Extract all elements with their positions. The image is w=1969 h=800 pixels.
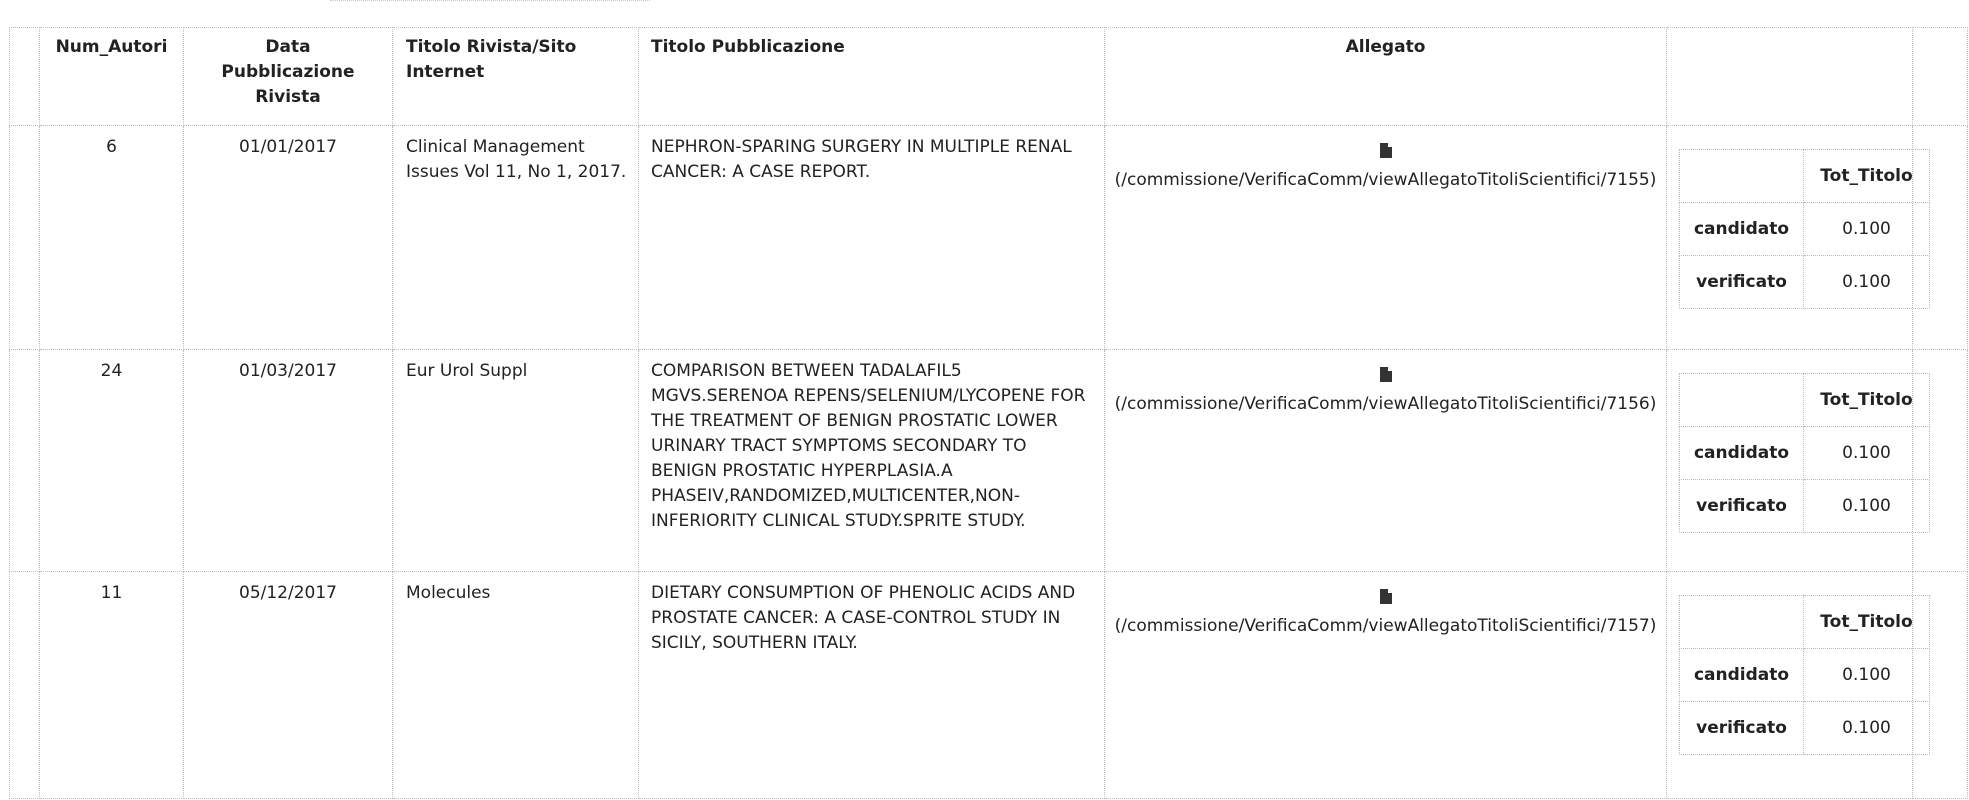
table-row (10, 350, 1968, 572)
file-icon[interactable] (1380, 589, 1392, 604)
score-table (1679, 595, 1930, 755)
allegato-cell (1105, 126, 1667, 350)
titolo-rivista-cell: Molecules (393, 572, 639, 799)
header-titolo-pubblicazione: Titolo Pubblicazione (639, 28, 1105, 126)
header-num-autori: Num_Autori (40, 28, 184, 126)
candidato-value: 0.100 (1804, 203, 1930, 256)
num-autori-cell: 6 (40, 126, 184, 350)
titolo-rivista-cell: Eur Urol Suppl (393, 350, 639, 572)
row-trailing (1913, 350, 1968, 572)
row-spacer (10, 572, 40, 799)
num-autori-cell: 24 (40, 350, 184, 572)
tot-titolo-header: Tot_Titolo (1804, 596, 1930, 649)
publications-table (9, 27, 1968, 799)
row-spacer (10, 126, 40, 350)
data-pubblicazione-cell: 01/03/2017 (184, 350, 393, 572)
allegato-link[interactable]: (/commissione/VerificaComm/viewAllegatoTitoliScientifici/7156) (1114, 394, 1657, 414)
candidato-value: 0.100 (1804, 427, 1930, 480)
header-titolo-rivista: Titolo Rivista/Sito Internet (393, 28, 639, 126)
num-autori-cell: 11 (40, 572, 184, 799)
table-row (10, 126, 1968, 350)
score-table (1679, 149, 1930, 309)
tot-titolo-header: Tot_Titolo (1804, 150, 1930, 203)
header-score (1667, 28, 1913, 126)
row-trailing (1913, 572, 1968, 799)
titolo-rivista-cell: Clinical Management Issues Vol 11, No 1, 2017. (393, 126, 639, 350)
score-corner (1680, 150, 1804, 203)
score-corner (1680, 374, 1804, 427)
row-spacer (10, 350, 40, 572)
score-corner (1680, 596, 1804, 649)
allegato-link[interactable]: (/commissione/VerificaComm/viewAllegatoTitoliScientifici/7155) (1114, 170, 1657, 190)
header-spacer (10, 28, 40, 126)
verificato-value: 0.100 (1804, 256, 1930, 309)
table-row (10, 572, 1968, 799)
verificato-value: 0.100 (1804, 480, 1930, 533)
data-pubblicazione-cell: 01/01/2017 (184, 126, 393, 350)
header-data-pubblicazione: Data Pubblicazione Rivista (184, 28, 393, 126)
data-pubblicazione-cell: 05/12/2017 (184, 572, 393, 799)
score-table (1679, 373, 1930, 533)
file-icon[interactable] (1380, 367, 1392, 382)
candidato-label: candidato (1680, 427, 1804, 480)
top-divider (330, 0, 650, 4)
tot-titolo-header: Tot_Titolo (1804, 374, 1930, 427)
header-row (10, 28, 1968, 126)
file-icon[interactable] (1380, 143, 1392, 158)
candidato-label: candidato (1680, 203, 1804, 256)
titolo-pubblicazione-cell: DIETARY CONSUMPTION OF PHENOLIC ACIDS AND PROSTATE CANCER: A CASE-CONTROL STUDY IN SICILY, SOUTHERN ITALY. (639, 572, 1105, 799)
verificato-label: verificato (1680, 702, 1804, 755)
candidato-label: candidato (1680, 649, 1804, 702)
verificato-value: 0.100 (1804, 702, 1930, 755)
allegato-cell (1105, 350, 1667, 572)
titolo-pubblicazione-cell: COMPARISON BETWEEN TADALAFIL5 MGVS.SERENOA REPENS/SELENIUM/LYCOPENE FOR THE TREATMENT OF BENIGN PROSTATIC LOWER URINARY TRACT SYMPTOMS SECONDARY TO BENIGN PROSTATIC HYPERPLASIA.A PHASEIV,RANDOMIZED,MULTICENTER,NON-INFERIORITY CLINICAL STUDY.SPRITE STUDY. (639, 350, 1105, 572)
score-cell (1667, 126, 1913, 350)
candidato-value: 0.100 (1804, 649, 1930, 702)
verificato-label: verificato (1680, 256, 1804, 309)
header-trailing (1913, 28, 1968, 126)
score-cell (1667, 350, 1913, 572)
verificato-label: verificato (1680, 480, 1804, 533)
allegato-cell (1105, 572, 1667, 799)
row-trailing (1913, 126, 1968, 350)
header-allegato: Allegato (1105, 28, 1667, 126)
allegato-link[interactable]: (/commissione/VerificaComm/viewAllegatoTitoliScientifici/7157) (1114, 616, 1657, 636)
titolo-pubblicazione-cell: NEPHRON-SPARING SURGERY IN MULTIPLE RENAL CANCER: A CASE REPORT. (639, 126, 1105, 350)
score-cell (1667, 572, 1913, 799)
